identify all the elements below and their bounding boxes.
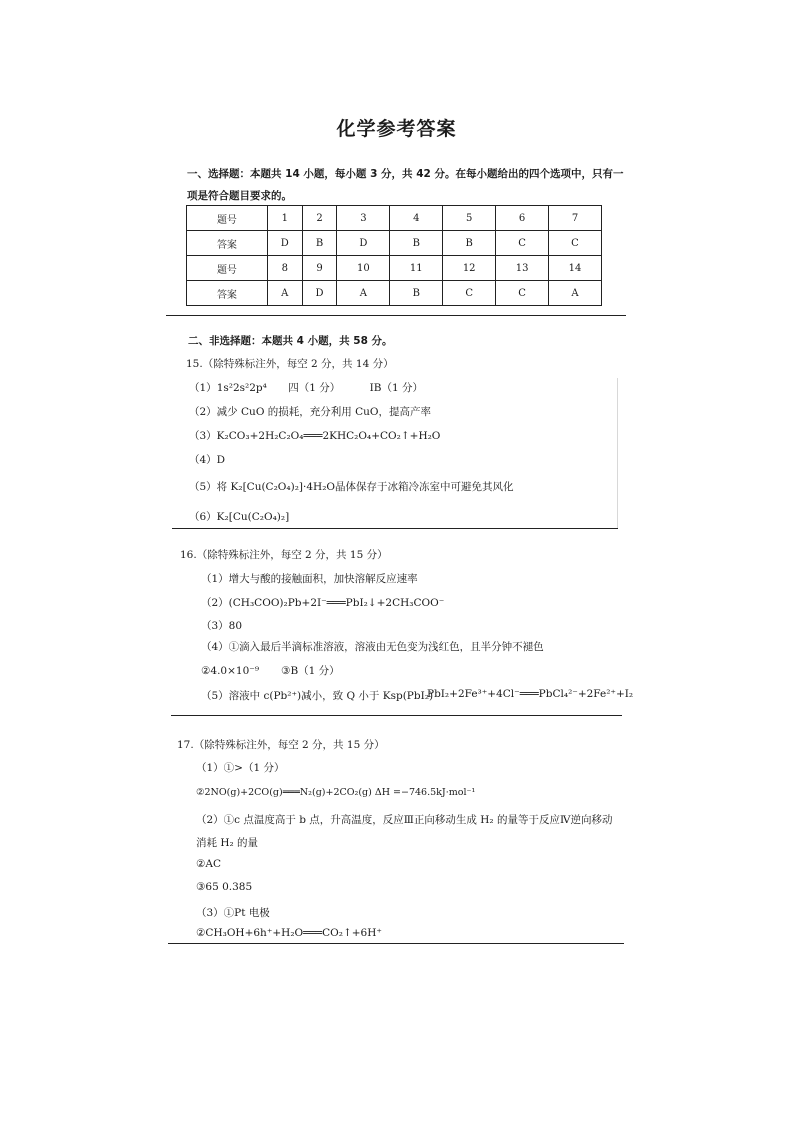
q16-answer-4: （4）①滴入最后半滴标准溶液，溶液由无色变为浅红色，且半分钟不褪色 xyxy=(201,641,544,653)
table-cell: 10 xyxy=(337,256,390,281)
section2-heading: 二、非选择题：本题共 4 小题，共 58 分。 xyxy=(188,335,393,347)
q15-a1-label: （1） xyxy=(189,382,217,394)
q15-a1-config: 1s²2s²2p⁴ xyxy=(216,382,267,394)
table-cell: A xyxy=(549,281,602,306)
q17-answer-2-cont: 消耗 H₂ 的量 xyxy=(196,837,259,849)
q17-answer-3b: ②CH₃OH+6h⁺+H₂O═══CO₂↑+6H⁺ xyxy=(196,927,382,939)
page-title: 化学参考答案 xyxy=(336,118,457,140)
table-cell: A xyxy=(337,281,390,306)
divider xyxy=(172,528,618,529)
q16-answer-1: （1）增大与酸的接触面积，加快溶解反应速率 xyxy=(201,573,418,585)
q16-answer-3: （3）80 xyxy=(201,620,243,632)
table-cell: B xyxy=(390,281,443,306)
table-cell: 7 xyxy=(549,206,602,231)
q16-a4c: ③B（1 分） xyxy=(281,665,340,677)
table-cell: C xyxy=(496,281,549,306)
q17-answer-1: （1）①>（1 分） xyxy=(196,762,285,774)
q15-answer-3: （3）K₂CO₃+2H₂C₂O₄═══2KHC₂O₄+CO₂↑+H₂O xyxy=(189,430,441,442)
table-cell: 13 xyxy=(496,256,549,281)
q15-a1-period: 四（1 分） xyxy=(288,382,341,394)
table-row-header: 答案 xyxy=(187,281,268,306)
table-row xyxy=(187,256,602,281)
table-row-header: 答案 xyxy=(187,231,268,256)
table-row xyxy=(187,231,602,256)
divider xyxy=(166,315,626,316)
q17-answer-3: （3）①Pt 电极 xyxy=(196,907,270,919)
table-cell: C xyxy=(549,231,602,256)
q15-answer-1 xyxy=(189,380,423,395)
table-cell: 5 xyxy=(443,206,496,231)
q15-answer-5: （5）将 K₂[Cu(C₂O₄)₂]·4H₂O晶体保存于冰箱冷冻室中可避免其风化 xyxy=(189,481,514,493)
table-cell: C xyxy=(443,281,496,306)
q16-answer-2: （2）(CH₃COO)₂Pb+2I⁻═══PbI₂↓+2CH₃COO⁻ xyxy=(201,597,445,609)
q16-answer-5: （5）溶液中 c(Pb²⁺)减小，致 Q 小于 Ksp(PbI₂) xyxy=(201,690,434,702)
table-cell: 12 xyxy=(443,256,496,281)
table-cell: 8 xyxy=(267,256,302,281)
table-cell: D xyxy=(337,231,390,256)
table-row-header: 题号 xyxy=(187,206,268,231)
table-cell: 14 xyxy=(549,256,602,281)
table-cell: 11 xyxy=(390,256,443,281)
divider xyxy=(171,715,622,716)
q15-answer-6: （6）K₂[Cu(C₂O₄)₂] xyxy=(189,511,290,523)
table-row-header: 题号 xyxy=(187,256,268,281)
table-cell: D xyxy=(267,231,302,256)
q17-answer-2: （2）①c 点温度高于 b 点，升高温度，反应Ⅲ正向移动生成 H₂ 的量等于反应Ⅳ逆向移动 xyxy=(196,814,613,826)
table-cell: B xyxy=(390,231,443,256)
table-cell: 2 xyxy=(302,206,337,231)
margin-line xyxy=(617,378,618,528)
table-cell: 1 xyxy=(267,206,302,231)
divider xyxy=(168,943,624,944)
section1-heading-line2: 项是符合题目要求的。 xyxy=(187,190,292,202)
q17-answer-1b: ②2NO(g)+2CO(g)═══N₂(g)+2CO₂(g) ΔH =−746.5kJ·mol⁻¹ xyxy=(196,787,476,798)
table-cell: 9 xyxy=(302,256,337,281)
q16-answer-4b xyxy=(201,663,340,678)
q17-header: 17.（除特殊标注外，每空 2 分，共 15 分） xyxy=(177,739,385,751)
table-cell: B xyxy=(443,231,496,256)
q16-a4b: ②4.0×10⁻⁹ xyxy=(201,665,260,677)
q17-answer-2b: ②AC xyxy=(196,858,222,870)
table-cell: 4 xyxy=(390,206,443,231)
table-cell: C xyxy=(496,231,549,256)
table-row xyxy=(187,206,602,231)
table-cell: B xyxy=(302,231,337,256)
table-row xyxy=(187,281,602,306)
q15-a1-group: ⅠB（1 分） xyxy=(369,382,423,394)
q15-answer-4: （4）D xyxy=(189,454,226,466)
q16-answer-5-equation: PbI₂+2Fe³⁺+4Cl⁻═══PbCl₄²⁻+2Fe²⁺+I₂ xyxy=(427,688,634,700)
table-cell: D xyxy=(302,281,337,306)
section1-heading-line1: 一、选择题：本题共 14 小题，每小题 3 分，共 42 分。在每小题给出的四个选项中，只有一 xyxy=(187,168,624,180)
table-cell: 6 xyxy=(496,206,549,231)
table-cell: A xyxy=(267,281,302,306)
q15-header: 15.（除特殊标注外，每空 2 分，共 14 分） xyxy=(186,358,394,370)
q16-header: 16.（除特殊标注外，每空 2 分，共 15 分） xyxy=(180,549,388,561)
answer-table xyxy=(186,205,602,306)
table-cell: 3 xyxy=(337,206,390,231)
q17-answer-2c: ③65 0.385 xyxy=(196,881,253,893)
q15-answer-2: （2）减少 CuO 的损耗，充分利用 CuO，提高产率 xyxy=(189,406,432,418)
